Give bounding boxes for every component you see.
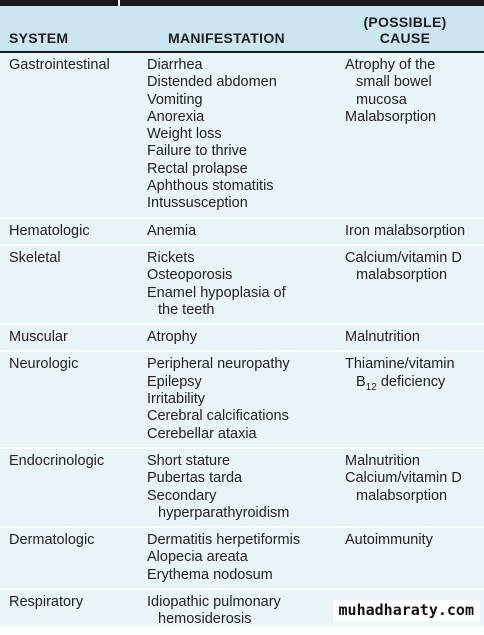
cause-line: malabsorption <box>356 487 448 504</box>
cause-cell <box>336 351 484 447</box>
manifestation-cell <box>138 245 336 324</box>
manifestation-line: Idiopathic pulmonary <box>147 594 281 611</box>
table-row <box>0 448 484 527</box>
header-system: SYSTEM <box>0 6 138 52</box>
manifestation-line: Enamel hypoplasia of <box>147 284 286 301</box>
cause-cell <box>336 218 484 245</box>
system-cell: Hematologic <box>9 222 90 239</box>
cause-b-subscript: 12 <box>365 381 377 393</box>
header-cause-line2: CAUSE <box>379 30 431 46</box>
manifestation-cell <box>138 527 336 589</box>
header-cause <box>336 6 484 52</box>
manifestation-line: Irritability <box>147 391 206 408</box>
manifestation-line: Failure to thrive <box>147 143 247 160</box>
cause-line: mucosa <box>356 91 407 108</box>
table-row <box>0 218 484 245</box>
manifestation-line: Short stature <box>147 452 231 469</box>
table-header-row <box>0 6 484 52</box>
cause-line: Calcium/vitamin D <box>345 249 462 266</box>
cause-cell <box>336 324 484 351</box>
manifestation-line: Osteoporosis <box>147 267 233 284</box>
manifestation-line: Anorexia <box>147 108 205 125</box>
manifestation-line: Distended abdomen <box>147 74 277 91</box>
manifestation-line: Cerebral calcifications <box>147 408 289 425</box>
celiac-manifestations-table <box>0 6 484 635</box>
cause-line: Malnutrition <box>345 452 420 469</box>
table-row <box>0 351 484 447</box>
cause-line: Autoimmunity <box>345 532 433 549</box>
system-cell: Neurologic <box>9 356 79 373</box>
manifestation-cell <box>138 589 336 634</box>
manifestation-line: Vomiting <box>147 91 203 108</box>
system-cell: Endocrinologic <box>9 452 105 469</box>
cause-line: Calcium/vitamin D <box>345 470 462 487</box>
header-cause-line1: (POSSIBLE) <box>363 14 447 30</box>
manifestation-line: Epilepsy <box>147 373 202 390</box>
cause-deficiency: deficiency <box>376 373 446 390</box>
table-row <box>0 245 484 324</box>
manifestation-line: Pubertas tarda <box>147 470 243 487</box>
manifestation-line: Erythema nodosum <box>147 566 273 583</box>
manifestation-line: Aphthous stomatitis <box>147 178 274 195</box>
manifestation-line: Diarrhea <box>147 57 203 73</box>
cause-line: Malabsorption <box>345 108 437 125</box>
manifestation-line: hyperparathyroidism <box>158 504 290 521</box>
manifestation-line: Alopecia areata <box>147 549 248 566</box>
system-cell: Skeletal <box>9 249 61 266</box>
manifestation-line: hemosiderosis <box>158 611 252 628</box>
manifestation-cell <box>138 448 336 527</box>
cause-line: malabsorption <box>356 267 448 284</box>
system-cell: Respiratory <box>9 594 84 611</box>
cause-line: Thiamine/vitamin <box>345 356 455 373</box>
manifestation-line: Rectal prolapse <box>147 160 248 177</box>
cause-line: Atrophy of the <box>345 57 436 73</box>
table-row <box>0 52 484 218</box>
system-cell: Muscular <box>9 329 68 346</box>
table-row <box>0 527 484 589</box>
manifestation-cell <box>138 351 336 447</box>
manifestation-line: Cerebellar ataxia <box>147 425 257 442</box>
cause-line: Malnutrition <box>345 329 420 346</box>
cause-cell <box>336 448 484 527</box>
header-manifestation: MANIFESTATION <box>138 6 336 52</box>
watermark: muhadharaty.com <box>333 600 480 622</box>
manifestation-cell <box>138 324 336 351</box>
system-cell: Dermatologic <box>9 532 95 549</box>
cause-cell <box>336 245 484 324</box>
manifestation-line: Weight loss <box>147 126 222 143</box>
manifestation-line: the teeth <box>158 301 215 318</box>
cause-line: small bowel <box>356 74 432 91</box>
table-row <box>0 324 484 351</box>
manifestation-line: Intussusception <box>147 195 248 212</box>
manifestation-line: Atrophy <box>147 329 197 346</box>
manifestation-line: Dermatitis herpetiformis <box>147 532 301 549</box>
manifestation-cell <box>138 218 336 245</box>
manifestation-line: Rickets <box>147 249 195 266</box>
manifestation-cell <box>138 52 336 218</box>
manifestation-line: Anemia <box>147 222 197 239</box>
cause-cell <box>336 52 484 218</box>
manifestation-line: Secondary <box>147 487 217 504</box>
manifestation-line: Peripheral neuropathy <box>147 356 290 373</box>
system-cell: Gastrointestinal <box>9 57 110 73</box>
cause-line: Iron malabsorption <box>345 222 466 239</box>
cause-b: B <box>356 373 366 390</box>
cause-line <box>345 374 484 391</box>
cause-cell <box>336 527 484 589</box>
